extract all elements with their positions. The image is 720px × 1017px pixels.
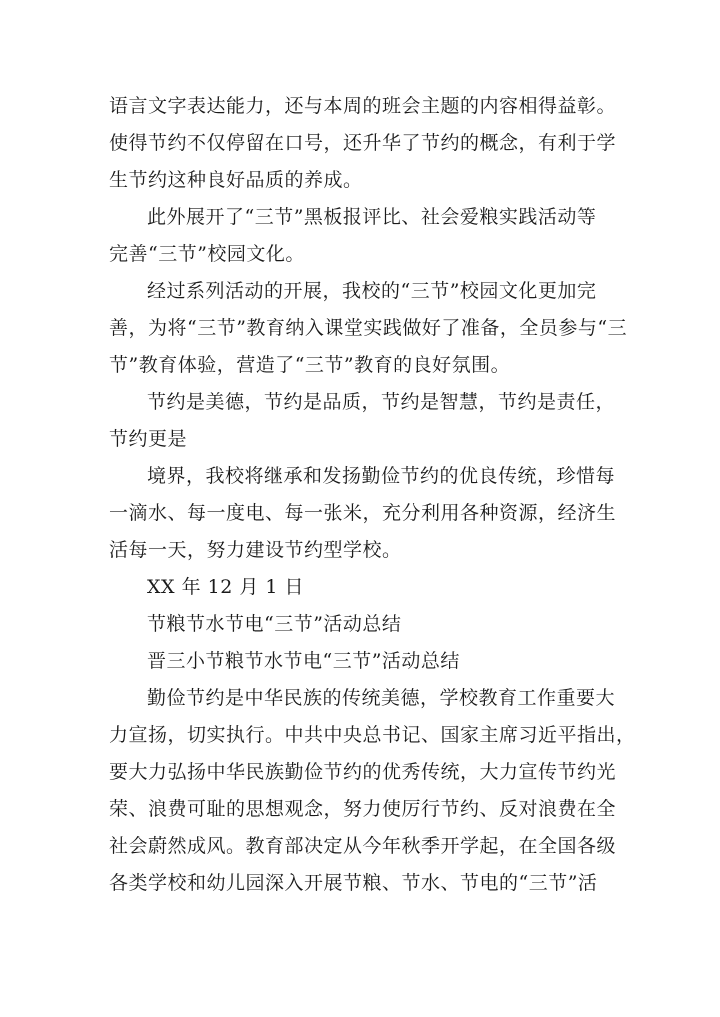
paragraph-start-line: 勤俭节约是中华民族的传统美德，学校教育工作重要大	[147, 687, 616, 709]
text-line: 活每一天，努力建设节约型学校。	[109, 539, 402, 561]
text-line: 各类学校和幼儿园深入开展节粮、节水、节电的“三节”活	[109, 872, 598, 894]
text-line: 荣、浪费可耻的思想观念，努力使厉行节约、反对浪费在全	[109, 798, 617, 820]
date-line: XX 年 12 月 1 日	[147, 576, 305, 598]
text-line: 生节约这种良好品质的养成。	[109, 169, 363, 191]
text-line: 语言文字表达能力，还与本周的班会主题的内容相得益彰。	[109, 95, 617, 117]
text-line: 一滴水、每一度电、每一张米，充分利用各种资源，经济生	[109, 502, 617, 524]
text-line: 善，为将“三节”教育纳入课堂实践做好了准备，全员参与“三	[109, 317, 628, 339]
text-line: 力宣扬，切实执行。中共中央总书记、国家主席习近平指出，	[109, 724, 636, 746]
text-line: 节”教育体验，营造了“三节”教育的良好氛围。	[109, 354, 511, 376]
text-line: 完善“三节”校园文化。	[109, 243, 305, 265]
paragraph-start-line: 境界，我校将继承和发扬勤俭节约的优良传统，珍惜每	[147, 465, 616, 487]
heading-line: 节粮节水节电“三节”活动总结	[147, 613, 402, 635]
text-line: 要大力弘扬中华民族勤俭节约的优秀传统，大力宣传节约光	[109, 761, 617, 783]
text-line: 社会蔚然成风。教育部决定从今年秋季开学起，在全国各级	[109, 835, 617, 857]
paragraph-start-line: 节约是美德，节约是品质，节约是智慧，节约是责任，	[147, 391, 616, 413]
heading-line: 晋三小节粮节水节电“三节”活动总结	[147, 650, 460, 672]
text-line: 节约更是	[109, 428, 188, 450]
text-line: 使得节约不仅停留在口号，还升华了节约的概念，有利于学	[109, 132, 617, 154]
paragraph-start-line: 此外展开了“三节”黑板报评比、社会爱粮实践活动等	[147, 206, 597, 228]
paragraph-start-line: 经过系列活动的开展，我校的“三节”校园文化更加完	[147, 280, 597, 302]
